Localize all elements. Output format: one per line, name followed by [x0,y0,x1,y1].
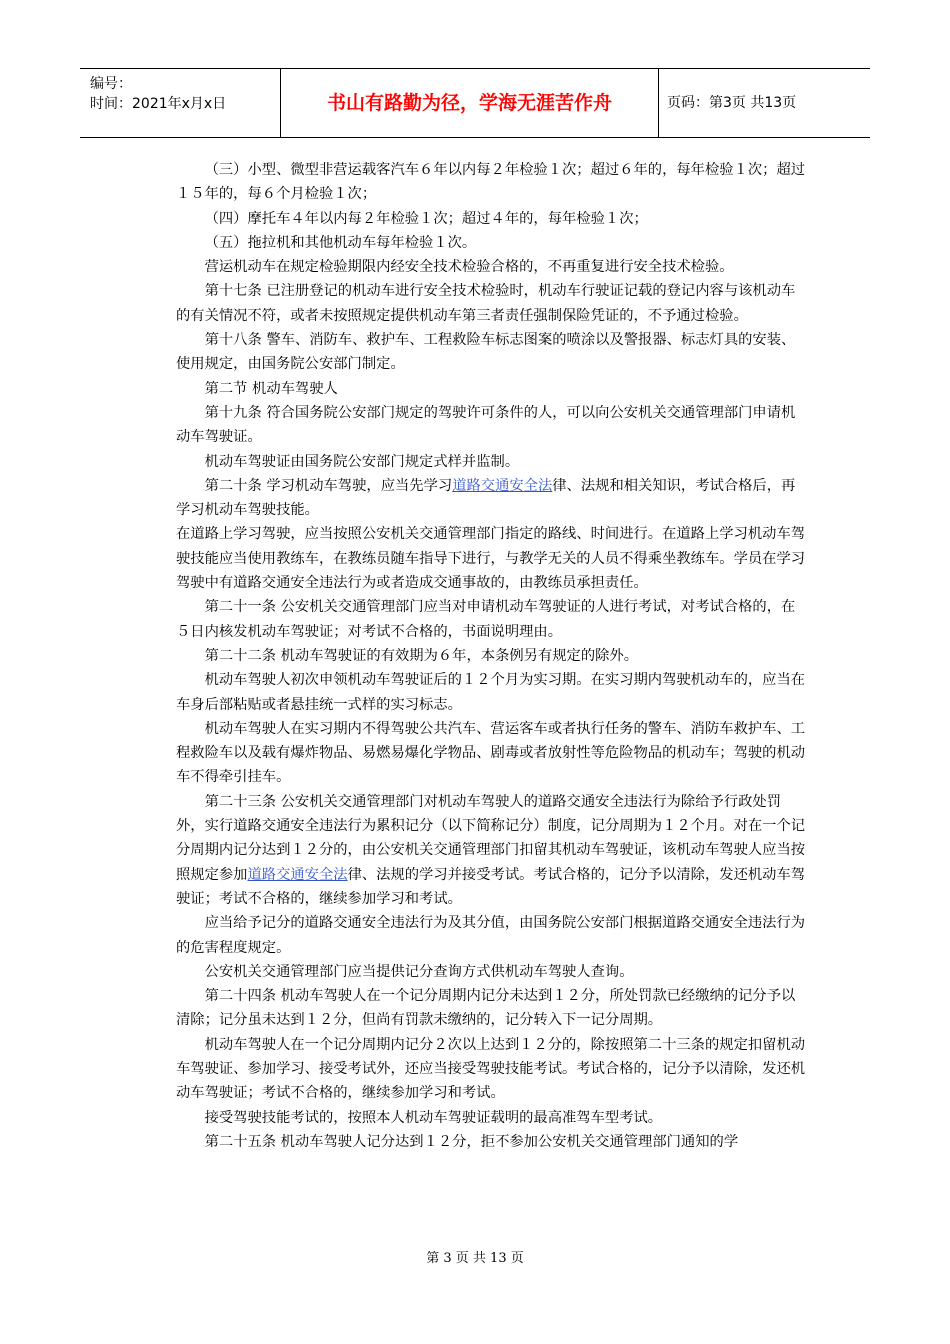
body-paragraph [176,474,808,523]
body-paragraph: 第二节 机动车驾驶人 [204,380,338,397]
body-paragraph: 第二十五条 机动车驾驶人记分达到１２分，拒不参加公安机关交通管理部门通知的学 [204,1133,739,1150]
paragraph-text: 律、法规的学习并接受考试。考试合格的，记分予以清除，发还机动车驾驶证；考试不合格的，继续参加学习和考试。 [176,866,806,907]
body-paragraph: 营运机动车在规定检验期限内经安全技术检验合格的，不再重复进行安全技术检验。 [204,259,734,276]
body-paragraph: 第十七条 已注册登记的机动车进行安全技术检验时，机动车行驶证记载的登记内容与该机动车的有关情况不符，或者未按照规定提供机动车第三者责任强制保险凭证的，不予通过检验。 [176,283,796,324]
paragraph-text: 律、法规和相关知识，考试合格后，再学习机动车驾驶技能。 [176,477,796,519]
body-paragraph: （三）小型、微型非营运载客汽车６年以内每２年检验１次；超过６年的，每年检验１次；超过１５年的，每６个月检验１次； [176,162,806,203]
body-paragraph: （四）摩托车４年以内每２年检验１次；超过４年的，每年检验１次； [204,210,648,227]
header-meta [80,69,281,137]
body-paragraph: 机动车驾驶人初次申领机动车驾驶证后的１２个月为实习期。在实习期内驾驶机动车的，应当在车身后部粘贴或者悬挂统一式样的实习标志。 [176,672,806,713]
law-link[interactable]: 道路交通安全法 [247,866,348,883]
body-paragraph: 机动车驾驶人在一个记分周期内记分２次以上达到１２分的，除按照第二十三条的规定扣留机动车驾驶证、参加学习、接受考试外，还应当接受驾驶技能考试。考试合格的，记分予以清除，发还机动车驾驶证；考试不合格的，继续参加学习和考试。 [176,1036,806,1102]
body-paragraph: 公安机关交通管理部门应当提供记分查询方式供机动车驾驶人查询。 [204,963,634,980]
body-paragraph: （五）拖拉机和其他机动车每年检验１次。 [204,234,477,251]
body-paragraph: 第二十一条 公安机关交通管理部门应当对申请机动车驾驶证的人进行考试，对考试合格的，在５日内核发机动车驾驶证；对考试不合格的，书面说明理由。 [176,599,796,640]
paragraph-text: 第二十条 学习机动车驾驶，应当先学习 [204,477,453,494]
body-paragraph: 在道路上学习驾驶，应当按照公安机关交通管理部门指定的路线、时间进行。在道路上学习机动车驾驶技能应当使用教练车，在教练员随车指导下进行，与教学无关的人员不得乘坐教练车。学员在学习驾驶中有道路交通安全违法行为或者造成交通事故的，由教练员承担责任。 [176,526,806,592]
document-body [176,158,808,1154]
document-date-label: 时间：2021年x月x日 [90,96,227,112]
body-paragraph [176,790,808,911]
page-footer: 第 3 页 共 13 页 [426,1251,524,1266]
header-page-number: 页码：第3页 共13页 [667,95,797,111]
body-paragraph: 第十八条 警车、消防车、救护车、工程救险车标志图案的喷涂以及警报器、标志灯具的安装、使用规定，由国务院公安部门制定。 [176,332,796,373]
body-paragraph: 应当给予记分的道路交通安全违法行为及其分值，由国务院公安部门根据道路交通安全违法行为的危害程度规定。 [176,915,806,956]
body-paragraph: 机动车驾驶人在实习期内不得驾驶公共汽车、营运客车或者执行任务的警车、消防车救护车、工程救险车以及载有爆炸物品、易燃易爆化学物品、剧毒或者放射性等危险物品的机动车；驾驶的机动车不得牵引挂车。 [176,720,806,786]
body-paragraph: 第二十二条 机动车驾驶证的有效期为６年，本条例另有规定的除外。 [204,647,639,664]
body-paragraph: 第十九条 符合国务院公安部门规定的驾驶许可条件的人，可以向公安机关交通管理部门申请机动车驾驶证。 [176,404,796,446]
body-paragraph: 机动车驾驶证由国务院公安部门规定式样并监制。 [204,453,520,470]
paragraph-text: 第二十三条 公安机关交通管理部门对机动车驾驶人的道路交通安全违法行为除给予行政处罚外，实行道路交通安全违法行为累积记分（以下简称记分）制度，记分周期为１２个月。对在一个记分周期内记分达到１２分的，由公安机关交通管理部门扣留其机动车驾驶证，该机动车驾驶人应当按照规定参加 [176,793,806,883]
body-paragraph: 接受驾驶技能考试的，按照本人机动车驾驶证载明的最高准驾车型考试。 [204,1109,663,1126]
body-paragraph: 第二十四条 机动车驾驶人在一个记分周期内记分未达到１２分，所处罚款已经缴纳的记分予以清除；记分虽未达到１２分，但尚有罚款未缴纳的，记分转入下一记分周期。 [176,988,796,1029]
law-link[interactable]: 道路交通安全法 [452,477,553,494]
page-header [80,68,870,138]
document-code-label: 编号： [90,76,132,92]
header-motto: 书山有路勤为径，学海无涯苦作舟 [281,69,659,137]
